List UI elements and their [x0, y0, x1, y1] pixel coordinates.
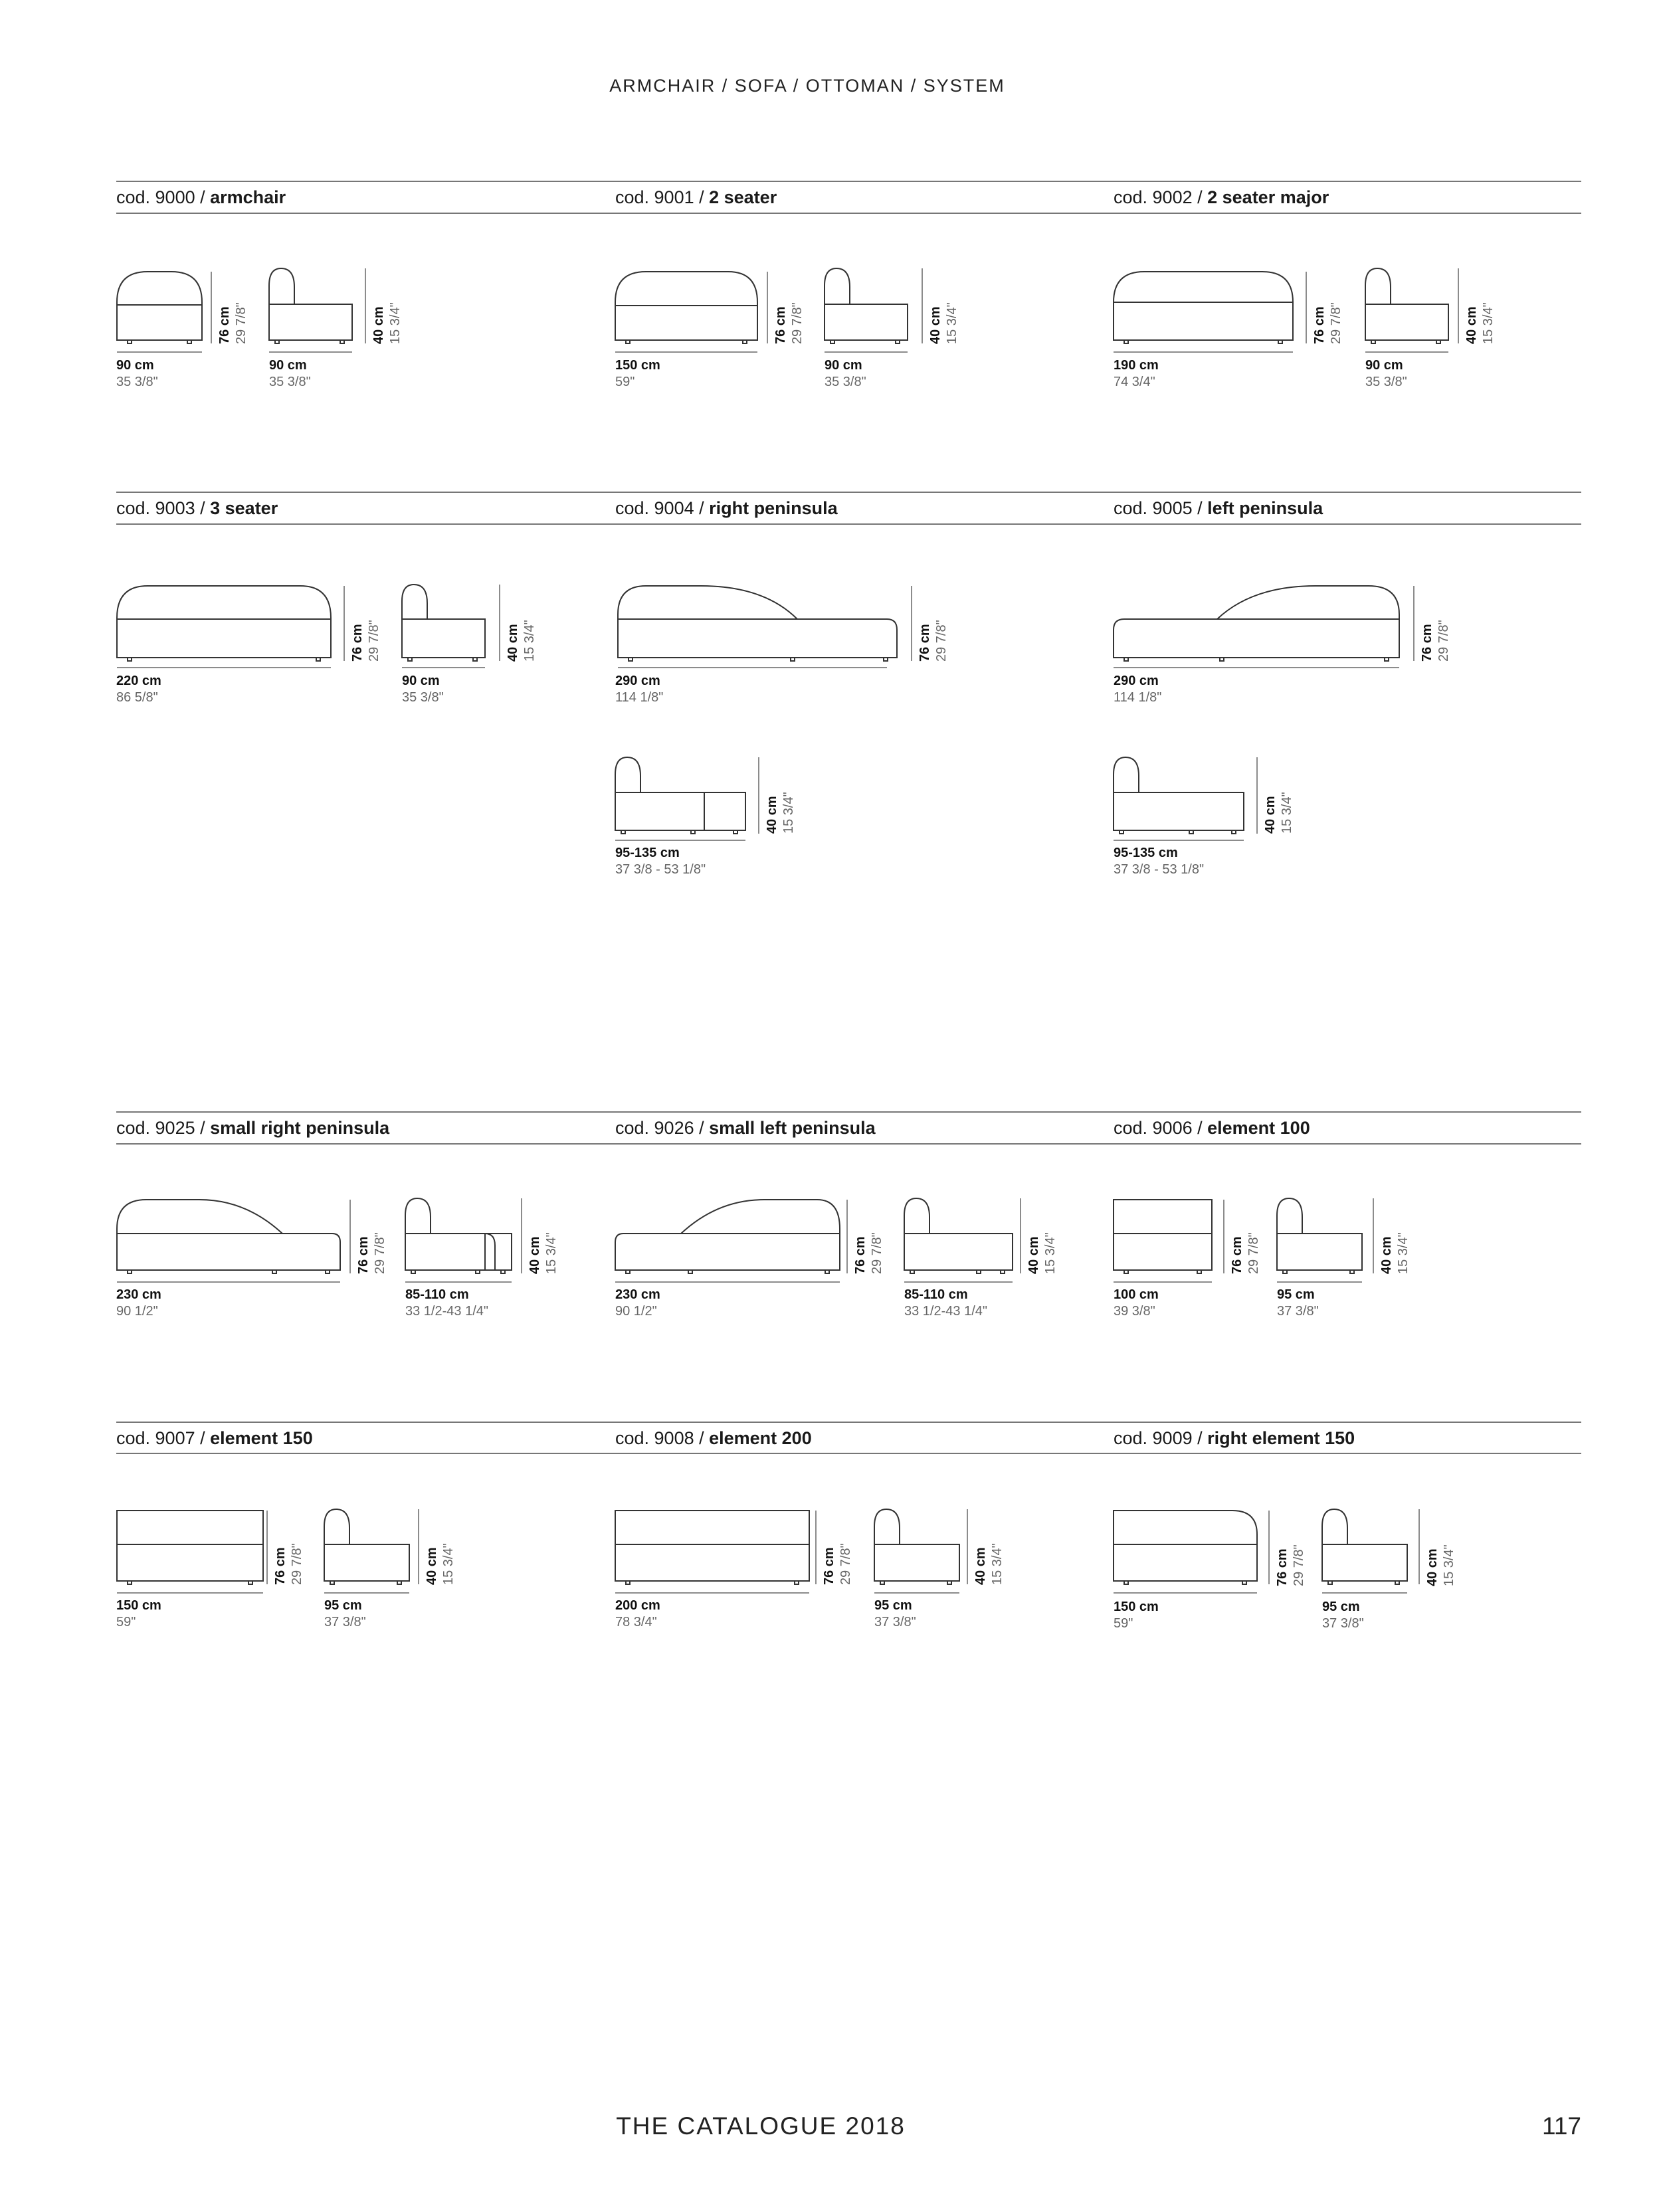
product-title: cod. 9001 / 2 seater	[615, 187, 777, 207]
height-label: 76 cm 29 7/8"	[273, 1543, 304, 1585]
depth-label: 95 cm 37 3/8"	[1277, 1287, 1319, 1319]
depth-label: 95 cm 37 3/8"	[1322, 1600, 1364, 1631]
element-100-side-drawing	[1277, 1198, 1373, 1282]
height-label: 76 cm 29 7/8"	[356, 1232, 387, 1274]
height-label: 76 cm 29 7/8"	[773, 302, 805, 344]
height-label: 76 cm 29 7/8"	[1275, 1544, 1306, 1586]
product-title: cod. 9008 / element 200	[615, 1428, 812, 1448]
width-label: 150 cm 59"	[116, 1598, 161, 1629]
seat-height-label: 40 cm 15 3/4"	[765, 792, 796, 834]
page-number: 117	[1542, 2112, 1581, 2140]
height-label: 76 cm 29 7/8"	[217, 302, 248, 344]
right-element-150-front-drawing	[1114, 1511, 1269, 1593]
product-title: cod. 9004 / right peninsula	[615, 498, 838, 518]
depth-label: 95-135 cm 37 3/8 - 53 1/8"	[615, 846, 706, 877]
height-label: 76 cm 29 7/8"	[350, 620, 381, 662]
seat-height-label: 40 cm 15 3/4"	[528, 1232, 559, 1274]
element-150-side-drawing	[324, 1509, 419, 1593]
width-label: 100 cm 39 3/8"	[1114, 1287, 1159, 1319]
height-label: 76 cm 29 7/8"	[1312, 302, 1343, 344]
element-200-front-drawing	[615, 1511, 816, 1593]
depth-label: 95-135 cm 37 3/8 - 53 1/8"	[1114, 846, 1205, 877]
width-label: 200 cm 78 3/4"	[615, 1598, 660, 1629]
product-title: cod. 9003 / 3 seater	[116, 498, 278, 518]
product-title: cod. 9002 / 2 seater major	[1114, 187, 1329, 207]
depth-label: 95 cm 37 3/8"	[874, 1598, 916, 1629]
two-seater-major-front-drawing	[1114, 272, 1306, 352]
section-rule	[116, 213, 1581, 214]
three-seater-front-drawing	[117, 586, 344, 668]
two-seater-major-side-drawing	[1365, 268, 1458, 352]
seat-height-label: 40 cm 15 3/4"	[1379, 1232, 1411, 1274]
seat-height-label: 40 cm 15 3/4"	[1263, 792, 1294, 834]
right-peninsula-side-drawing	[615, 757, 759, 840]
depth-label: 90 cm 35 3/8"	[1365, 358, 1407, 389]
width-label: 90 cm 35 3/8"	[116, 358, 158, 389]
product-title: cod. 9007 / element 150	[116, 1428, 313, 1448]
product-title: cod. 9026 / small left peninsula	[615, 1118, 876, 1138]
element-150-front-drawing	[117, 1511, 267, 1593]
width-label: 190 cm 74 3/4"	[1114, 358, 1159, 389]
product-title: cod. 9025 / small right peninsula	[116, 1118, 390, 1138]
small-right-peninsula-front-drawing	[117, 1200, 350, 1282]
section-rule	[116, 181, 1581, 182]
element-200-side-drawing	[874, 1509, 967, 1593]
seat-height-label: 40 cm 15 3/4"	[425, 1543, 456, 1585]
seat-height-label: 40 cm 15 3/4"	[1425, 1544, 1456, 1586]
section-rule	[116, 1143, 1581, 1145]
section-rule	[116, 1453, 1581, 1454]
depth-label: 85-110 cm 33 1/2-43 1/4"	[904, 1287, 987, 1319]
seat-height-label: 40 cm 15 3/4"	[1026, 1232, 1058, 1274]
width-label: 230 cm 90 1/2"	[615, 1287, 660, 1319]
width-label: 220 cm 86 5/8"	[116, 674, 161, 705]
width-label: 290 cm 114 1/8"	[1114, 674, 1162, 705]
height-label: 76 cm 29 7/8"	[853, 1232, 884, 1274]
depth-label: 90 cm 35 3/8"	[825, 358, 866, 389]
depth-label: 85-110 cm 33 1/2-43 1/4"	[405, 1287, 488, 1319]
height-label: 76 cm 29 7/8"	[918, 620, 949, 662]
seat-height-label: 40 cm 15 3/4"	[1464, 302, 1496, 344]
product-title: cod. 9006 / element 100	[1114, 1118, 1310, 1138]
page-header: ARMCHAIR / SOFA / OTTOMAN / SYSTEM	[609, 76, 1005, 96]
depth-label: 90 cm 35 3/8"	[402, 674, 444, 705]
section-rule	[116, 1111, 1581, 1113]
section-rule	[116, 1422, 1581, 1423]
width-label: 150 cm 59"	[1114, 1600, 1159, 1631]
right-peninsula-front-drawing	[618, 586, 912, 668]
height-label: 76 cm 29 7/8"	[1420, 620, 1451, 662]
armchair-side-drawing	[269, 268, 365, 352]
seat-height-label: 40 cm 15 3/4"	[506, 620, 537, 662]
element-100-front-drawing	[1114, 1200, 1224, 1282]
small-left-peninsula-front-drawing	[615, 1200, 847, 1282]
height-label: 76 cm 29 7/8"	[822, 1543, 853, 1585]
seat-height-label: 40 cm 15 3/4"	[371, 302, 403, 344]
left-peninsula-side-drawing	[1114, 757, 1257, 840]
section-rule	[116, 523, 1581, 525]
seat-height-label: 40 cm 15 3/4"	[973, 1543, 1005, 1585]
section-rule	[116, 492, 1581, 493]
product-title: cod. 9009 / right element 150	[1114, 1428, 1355, 1448]
armchair-front-drawing	[117, 272, 211, 352]
small-left-peninsula-side-drawing	[904, 1198, 1021, 1282]
two-seater-side-drawing	[825, 268, 922, 352]
width-label: 290 cm 114 1/8"	[615, 674, 664, 705]
two-seater-front-drawing	[615, 272, 767, 352]
left-peninsula-front-drawing	[1114, 586, 1414, 668]
footer-title: THE CATALOGUE 2018	[616, 2112, 906, 2140]
right-element-150-side-drawing	[1322, 1509, 1419, 1593]
width-label: 230 cm 90 1/2"	[116, 1287, 161, 1319]
small-right-peninsula-side-drawing	[405, 1198, 522, 1282]
three-seater-side-drawing	[402, 585, 500, 668]
seat-height-label: 40 cm 15 3/4"	[928, 302, 959, 344]
width-label: 150 cm 59"	[615, 358, 660, 389]
product-title: cod. 9000 / armchair	[116, 187, 286, 207]
depth-label: 90 cm 35 3/8"	[269, 358, 311, 389]
product-title: cod. 9005 / left peninsula	[1114, 498, 1323, 518]
height-label: 76 cm 29 7/8"	[1230, 1232, 1261, 1274]
depth-label: 95 cm 37 3/8"	[324, 1598, 366, 1629]
